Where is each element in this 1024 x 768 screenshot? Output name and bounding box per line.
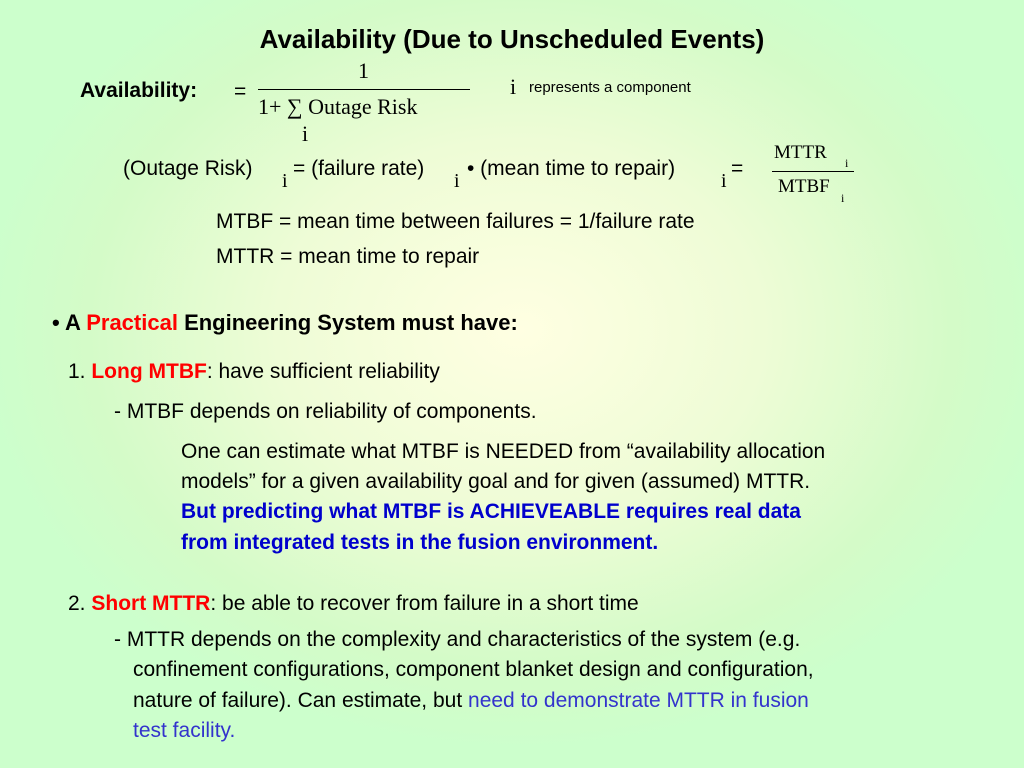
item-2-term: Short MTTR bbox=[91, 592, 211, 615]
item-2-line-4-highlight: test facility. bbox=[133, 719, 236, 742]
requirements-heading bbox=[52, 310, 518, 336]
item-2-rest: : be able to recover from failure in a short time bbox=[210, 592, 639, 615]
item-1-detail: - MTBF depends on reliability of components. bbox=[114, 400, 537, 423]
item-1 bbox=[68, 360, 440, 384]
item-1-rest: : have sufficient reliability bbox=[206, 360, 440, 383]
heading-bullet: • bbox=[52, 310, 60, 335]
mttr-subscript: i bbox=[845, 156, 849, 170]
outage-fraction-bar bbox=[772, 171, 854, 172]
item-2 bbox=[68, 592, 639, 616]
heading-highlight: Practical bbox=[86, 310, 178, 335]
item-1-para-line-2: models” for a given availability goal and for given (assumed) MTTR. bbox=[181, 470, 811, 493]
item-1-number: 1. bbox=[68, 360, 86, 383]
mtbf-definition: MTBF = mean time between failures = 1/failure rate bbox=[216, 210, 695, 233]
item-2-line-2: confinement configurations, component blanket design and configuration, bbox=[133, 658, 814, 681]
mttr-numerator: MTTR bbox=[774, 142, 827, 163]
availability-label: Availability: bbox=[80, 79, 198, 102]
mtbf-subscript: i bbox=[841, 191, 845, 205]
item-2-line-1: - MTTR depends on the complexity and characteristics of the system (e.g. bbox=[114, 628, 801, 651]
item-1-para-line-1: One can estimate what MTBF is NEEDED from “availability allocation bbox=[181, 440, 826, 463]
repair-time-term: • (mean time to repair) bbox=[467, 157, 676, 180]
heading-pre: A bbox=[65, 310, 81, 335]
mtbf-denominator: MTBF bbox=[778, 176, 830, 197]
component-index-symbol: i bbox=[510, 74, 517, 99]
repair-time-subscript: i bbox=[721, 170, 727, 192]
item-2-line-3-highlight: need to demonstrate MTTR in fusion bbox=[468, 689, 809, 712]
failure-rate-subscript: i bbox=[454, 170, 460, 192]
availability-numerator: 1 bbox=[358, 58, 369, 83]
availability-equals: = bbox=[234, 80, 247, 103]
mttr-definition: MTTR = mean time to repair bbox=[216, 245, 480, 268]
item-1-emphasis-line-1: But predicting what MTBF is ACHIEVEABLE requires real data bbox=[181, 500, 801, 523]
failure-rate-term: = (failure rate) bbox=[293, 157, 425, 180]
outage-equals: = bbox=[731, 157, 744, 180]
sum-index: i bbox=[302, 121, 309, 146]
outage-risk-subscript: i bbox=[282, 170, 288, 192]
availability-fraction-bar bbox=[258, 89, 470, 90]
item-2-line-3-plain: nature of failure). Can estimate, but bbox=[133, 689, 463, 712]
heading-post: Engineering System must have: bbox=[184, 310, 518, 335]
item-2-line-3 bbox=[133, 689, 809, 713]
item-1-emphasis-line-2: from integrated tests in the fusion environment. bbox=[181, 531, 659, 554]
availability-denominator: 1+ ∑ Outage Risk bbox=[258, 94, 418, 119]
outage-risk-lhs: (Outage Risk) bbox=[123, 157, 253, 180]
component-note: represents a component bbox=[529, 79, 691, 96]
slide-title: Availability (Due to Unscheduled Events) bbox=[259, 24, 765, 54]
item-2-number: 2. bbox=[68, 592, 86, 615]
item-1-term: Long MTBF bbox=[91, 360, 207, 383]
